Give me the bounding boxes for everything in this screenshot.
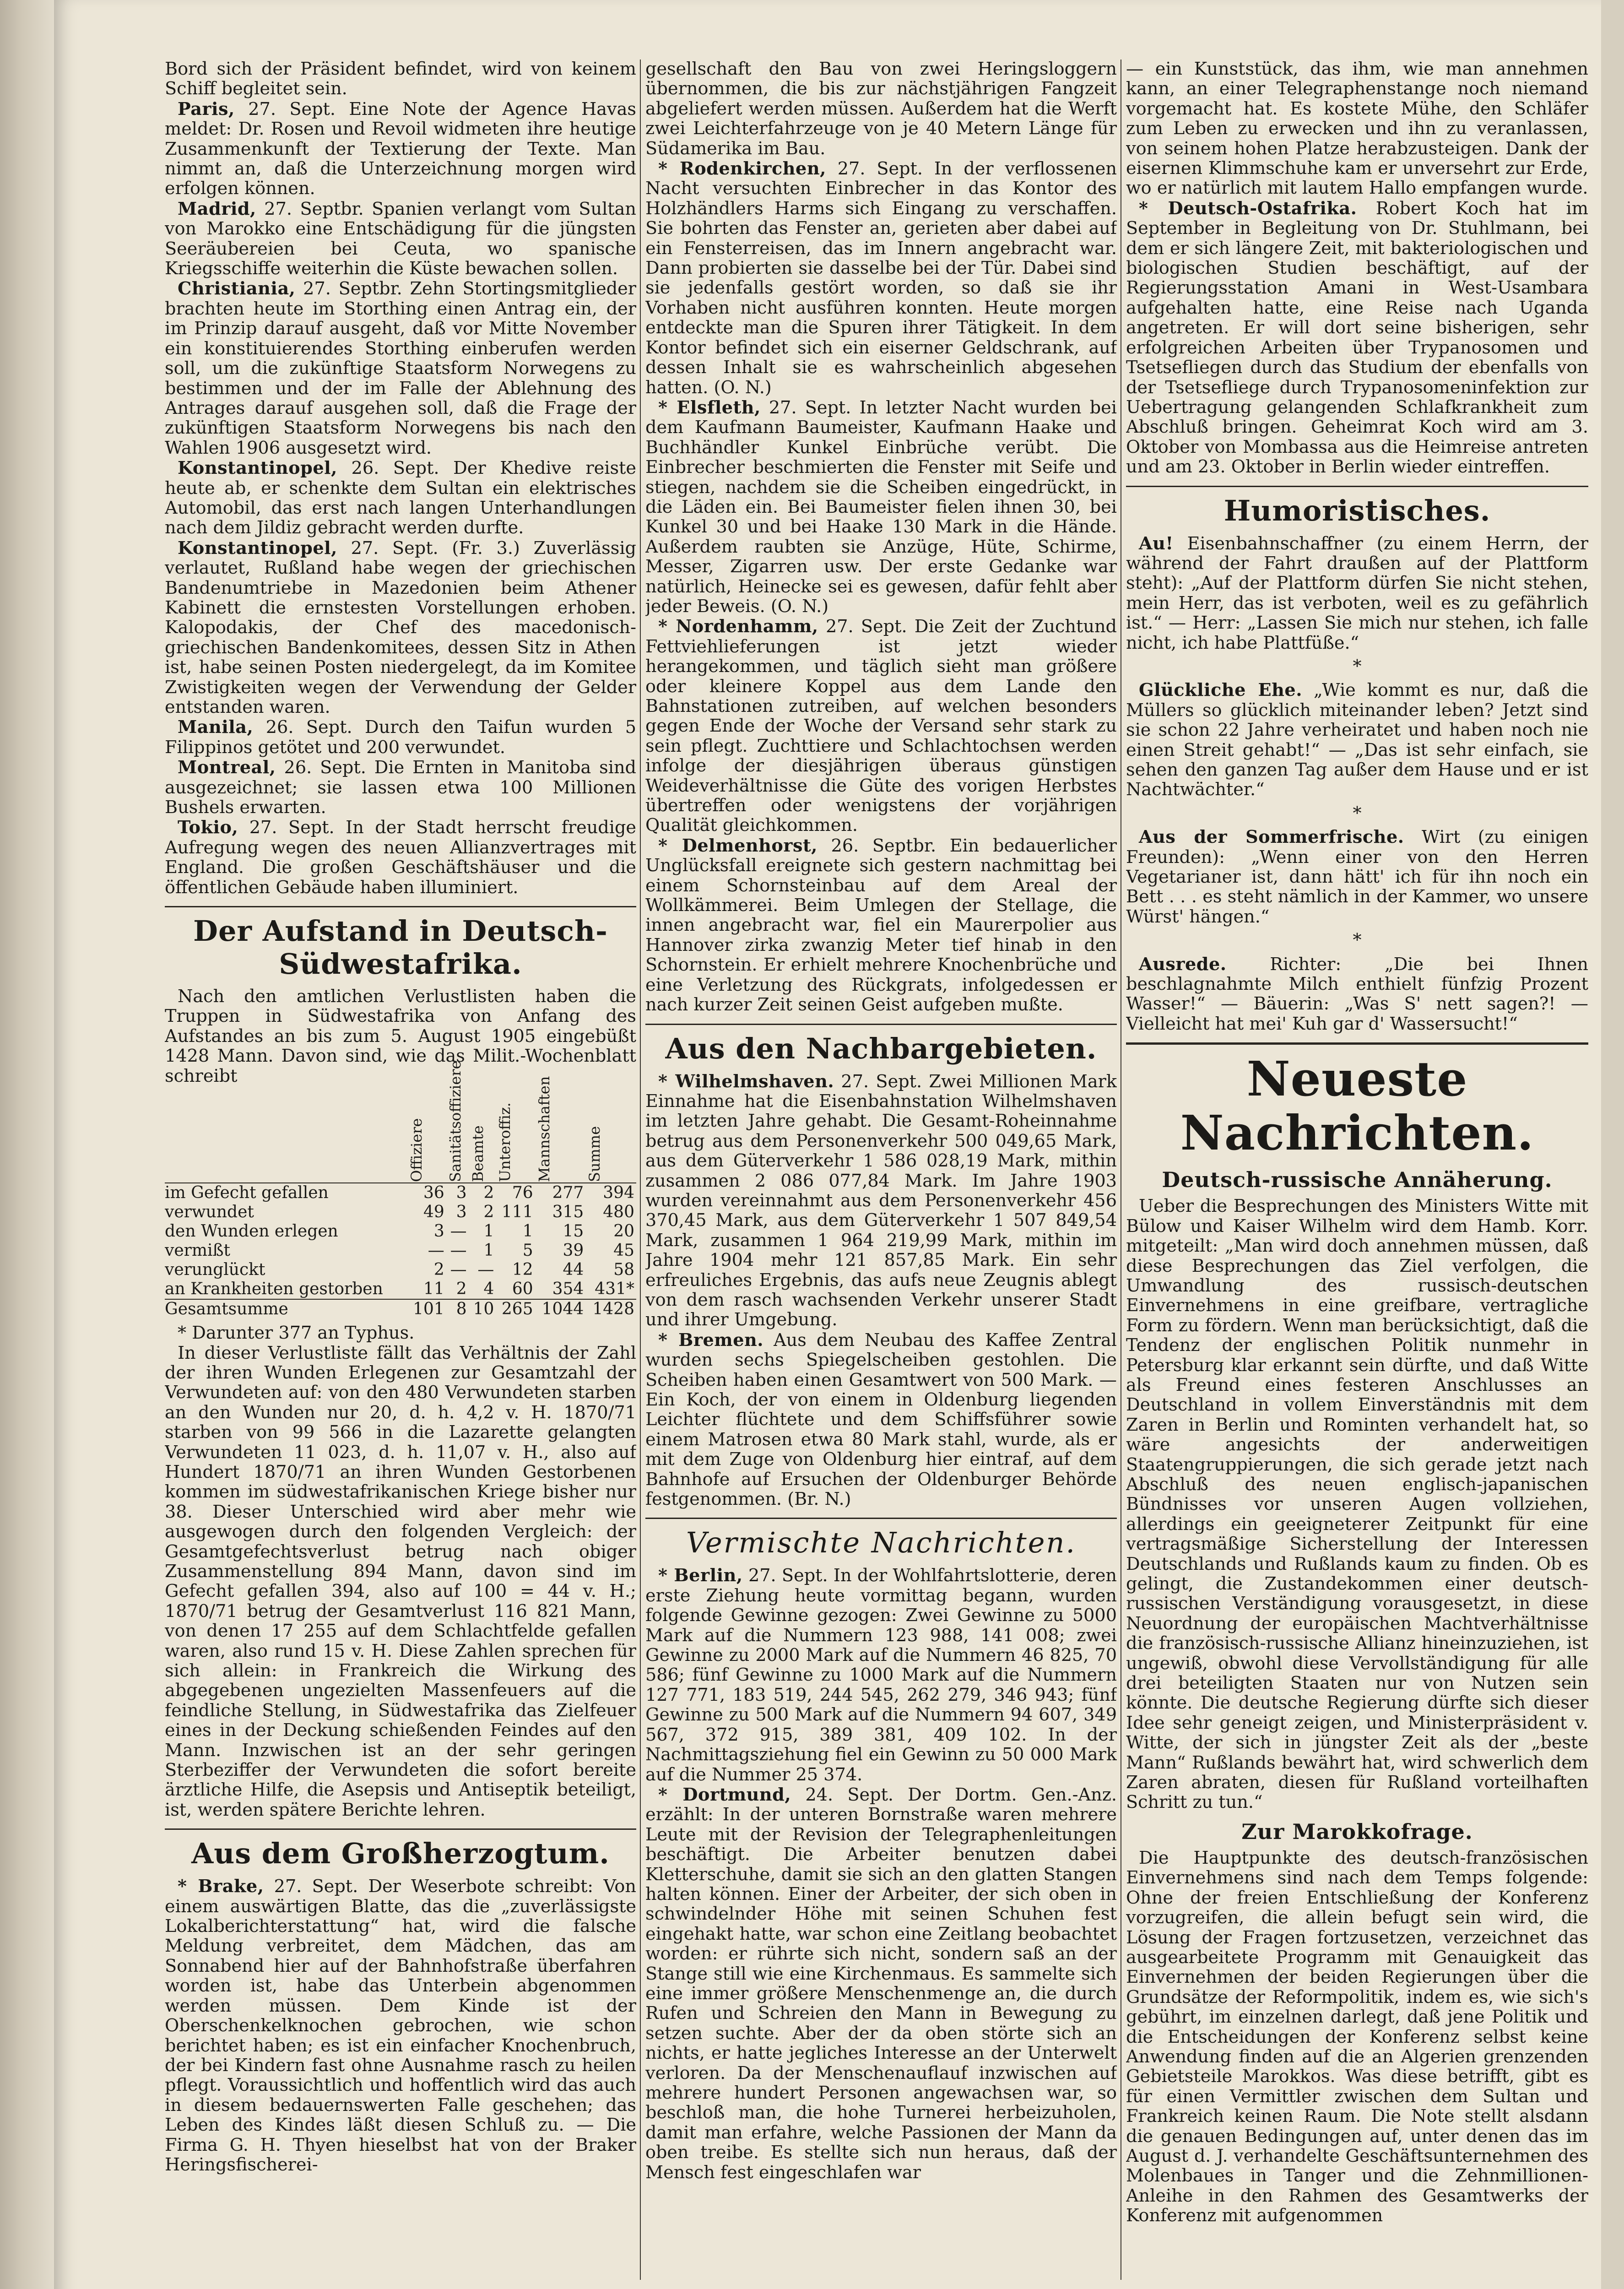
table-cell: 4 <box>483 1280 494 1299</box>
table-cell: 315 <box>552 1203 584 1222</box>
table-header-row <box>165 1091 636 1183</box>
table-row <box>165 1280 636 1299</box>
news-item <box>645 617 1117 835</box>
news-text: 27. Sept. Der Weserbote schreibt: Von einem auswärtigen Blatte, das die „zuverlässigste Lokalberichterstattung“ hat, wird die falsche Meldung verbreitet, dem Mädchen, das am Sonnabend hier auf der Bahnhofstraße überfahren worden ist, habe das Unterbein abgenommen werden müssen. Dem Kinde ist der Oberschenkelknochen gebrochen, wie schon berichtet haben; es ist ein einfacher Knochenbruch, der bei Kindern fast ohne Ausnahme rasch zu heilen pflegt. Voraussichtlich und hoffentlich wird das auch in diesem bedauernswerten Falle geschehen; das Leben des Kindes läßt diesen Schluß zu. — Die Firma G. H. Thyen hieselbst hat von der Braker Heringsfischerei- <box>165 1877 636 2175</box>
news-text: Aus dem Neubau des Kaffee Zentral wurden sechs Spiegelscheiben gestohlen. Die Scheiben haben einen Gesamtwert von 500 Mark. — Ein Koch, der von einem in Oldenburg liegenden Leichter flüchtete und dem Schiffsführer sowie einem Matrosen etwa 80 Mark stahl, wurde, als er mit dem Zuge von Oldenburg hier eintraf, auf dem Bahnhofe auf Ersuchen der Oldenburger Behörde festgenommen. (Br. N.) <box>645 1330 1117 1510</box>
table-cell: 1 <box>522 1222 533 1241</box>
table-cell: — <box>450 1222 467 1241</box>
table-cell: 3 <box>433 1222 444 1241</box>
row-label: verunglückt <box>165 1260 265 1280</box>
news-text: 27. Sept. Zwei Millionen Mark Einnahme hat die Eisenbahnstation Wilhelmshaven im letzten Jahre gehabt. Die Gesamt-Roheinnahme betrug aus dem Personenverkehr 500 049,65 Mark, aus dem Güterverkehr 1 586 028,19 Mark, mithin zusammen 2 086 077,84 Mark. Im Jahre 1903 wurden vereinnahmt aus dem Personenverkehr 456 370,45 Mark, aus dem Güterverkehr 1 507 849,54 Mark, zusammen 1 964 219,99 Mark, mithin im Jahre 1904 mehr 121 857,85 Mark. Ein sehr erfreuliches Ergebnis, das aufs neue Zeugnis ablegt von dem rasch wachsenden Verkehr unserer Stadt und ihrer Umgebung. <box>645 1071 1117 1330</box>
table-cell: 1428 <box>585 1299 636 1319</box>
dateline: * Elsfleth, <box>658 397 761 418</box>
table-cell: 45 <box>613 1241 634 1260</box>
table-cell: 58 <box>613 1260 634 1280</box>
dateline: Konstantinopel, <box>178 537 337 559</box>
news-text: 27. Sept. Eine Note der Agence Havas meldet: Dr. Rosen und Revoil widmeten ihre heutige Zusammenkunft der Textierung der Texte. Man nimmt an, daß die Unterzeichnung morgen wird erfolgen können. <box>165 99 636 199</box>
table-cell: 15 <box>563 1222 584 1241</box>
news-item <box>1126 199 1588 477</box>
page-edge <box>1601 0 1624 2289</box>
table-cell: 76 <box>512 1183 533 1203</box>
column-2 <box>645 60 1117 2280</box>
section-heading: Vermischte Nachrichten. <box>645 1518 1117 1559</box>
column-header: Offiziere <box>407 1118 425 1182</box>
table-cell: 354 <box>552 1280 584 1299</box>
news-text: 24. Sept. Der Dortm. Gen.-Anz. erzählt: In der unteren Bornstraße waren mehrere Leute mit der Revision der Telegraphenleitungen beschäftigt. Die Arbeiter benutzen dabei Kletterschuhe, damit sie sich an den glatten Stangen halten können. Einer der Arbeiter, der sich oben in schwindelnder Höhe mit seinen Schuhen fest eingehakt hatte, war schon eine Zeitlang beobachtet worden: er rührte sich nicht, sondern saß an der Stange still wie eine Kirchenmaus. Es sammelte sich eine immer größere Menschenmenge an, die durch Rufen und Schreien den Mann in Bewegung zu setzen suchte. Aber der da oben störte sich an nichts, er hatte jegliches Interesse an der Unterwelt verloren. Da der Menschenauflauf inzwischen auf mehrere hundert Personen angewachsen war, so beschloß man, die hohe Turnerei herbeizuholen, damit man erfahre, welche Passionen der Mann da oben treibe. Es stellte sich nun heraus, daß der Mensch fest eingeschlafen war <box>645 1785 1117 2183</box>
news-text: 27. Sept. In der verflossenen Nacht versuchten Einbrecher in das Kontor des Holzhändlers Harms sich Eingang zu verschaffen. Sie bohrten das Fenster an, gerieten aber dabei auf ein Fensterreisen, das im Innern angebracht war. Dann probierten sie dasselbe bei der Tür. Dabei sind sie jedenfalls gestört worden, so daß sie ihr Vorhaben nicht ausführen konnten. Heute morgen entdeckte man die Spuren ihrer Tätigkeit. In dem Kontor befindet sich ein eiserner Geldschrank, auf dessen Inhalt sie es wahrscheinlich abgesehen hatten. (O. N.) <box>645 159 1117 398</box>
table-cell: 8 <box>446 1299 469 1319</box>
casualty-table <box>165 1060 636 1319</box>
row-label: im Gefecht gefallen <box>165 1183 329 1203</box>
table-cell: 1 <box>483 1241 494 1260</box>
dateline: Konstantinopel, <box>178 458 337 479</box>
book-spine <box>0 0 54 2289</box>
table-cell: 11 <box>423 1280 444 1299</box>
news-item <box>645 1072 1117 1330</box>
dateline: * Nordenhamm, <box>658 616 818 637</box>
dateline: * Brake, <box>178 1876 264 1897</box>
news-item <box>645 1330 1117 1510</box>
section-heading-latest-news: Neueste Nachrichten. <box>1126 1042 1588 1160</box>
news-text: 27. Sept. In der Wohlfahrtslotterie, deren erste Ziehung heute vormittag begann, wurden folgende Gewinne gezogen: Zwei Gewinne zu 5000 Mark auf die Nummern 123 988, 141 008; zwei Gewinne zu 2000 Mark auf die Nummern 46 825, 70 586; fünf Gewinne zu 1000 Mark auf die Nummern 127 771, 183 519, 244 545, 262 279, 346 943; fünf Gewinne zu 500 Mark auf die Nummern 94 607, 349 567, 372 915, 389 381, 409 102. In der Nachmittagsziehung fiel ein Gewinn zu 50 000 Mark auf die Nummer 25 374. <box>645 1566 1117 1785</box>
row-label: vermißt <box>165 1241 231 1260</box>
joke <box>1126 680 1588 800</box>
news-text: 26. Sept. Der Khedive reiste heute ab, er schenkte dem Sultan ein elektrisches Automobil, das erst nach langen Unterhandlungen nach dem Jildiz gebracht werden durfte. <box>165 458 636 538</box>
row-label: verwundet <box>165 1203 254 1222</box>
table-cell: 394 <box>603 1183 634 1203</box>
column-header: Unteroffiz. <box>496 1102 514 1182</box>
news-item <box>165 99 636 199</box>
joke-title: Au! <box>1139 533 1174 554</box>
news-text: Robert Koch hat im September in Begleitung von Dr. Stuhlmann, bei dem er sich längere Zeit, mit bakteriologischen und biologischen Studien beschäftigt, auf der Regierungsstation Amani in West-Usambara aufgehalten hatte, eine Reise nach Uganda angetreten. Er will dort seine bisherigen, sehr erfolgreichen Arbeiten über Trypanosomen und Tsetsefliegen durch das Studium der ebenfalls von der Tsetsefliege durch Trypanosomeninfektion zur Uebertragung gelangenden Schlafkrankheit zum Abschluß bringen. Geheimrat Koch wird am 3. Oktober von Mombassa aus die Heimreise antreten und am 23. Oktober in Berlin wieder eintreffen. <box>1126 198 1588 477</box>
dateline: * Dortmund, <box>658 1784 791 1805</box>
news-text: 26. Septbr. Ein bedauerlicher Unglücksfall ereignete sich gestern nachmittag bei einem Schornsteinbau auf dem Areal der Wollkämmerei. Beim Umlegen der Stellage, die innen angebracht war, fiel ein Maurerpolier aus Hannover zirka zwanzig Meter tief hinab in den Schornstein. Er erhielt mehrere Knochenbrüche und eine Verletzung des Rückgrats, infolgedessen er nach kurzer Zeit seinen Geist aufgeben mußte. <box>645 835 1117 1015</box>
row-label: Gesamtsumme <box>165 1299 407 1319</box>
news-item <box>165 818 636 898</box>
table-cell: 60 <box>512 1280 533 1299</box>
dateline: Tokio, <box>178 817 238 838</box>
dateline: * Rodenkirchen, <box>658 158 826 179</box>
section-heading: Aus dem Großherzogtum. <box>165 1828 636 1870</box>
table-cell: — <box>428 1241 444 1260</box>
section-heading: Humoristisches. <box>1126 486 1588 527</box>
joke <box>1126 955 1588 1035</box>
news-item <box>645 1785 1117 2183</box>
table-cell: 10 <box>469 1299 496 1319</box>
news-text: 27. Sept. (Fr. 3.) Zuverlässig verlautet, Rußland habe wegen der griechischen Bandenumtriebe in Mazedonien beim Athener Kabinett die ernstesten Vorstellungen erhoben. Kalopodakis, der Chef des macedonisch-griechischen Bandenkomitees, dessen Sitz in Athen ist, habe seinen Posten niedergelegt, da im Komitee Zwistigkeiten wegen der Verwendung der Gelder entstanden waren. <box>165 538 636 717</box>
news-text: 26. Sept. Durch den Taifun wurden 5 Filippinos getötet und 200 verwundet. <box>165 717 636 758</box>
joke <box>1126 827 1588 927</box>
table-cell: 12 <box>512 1260 533 1280</box>
table-cell: 44 <box>563 1260 584 1280</box>
column-rule <box>640 60 641 2280</box>
news-text: 27. Septbr. Zehn Stortingsmitglieder brachten heute im Storthing einen Antrag ein, der im Prinzip darauf ausgeht, daß vor Mitte November ein konstituierendes Storthing einberufen werden soll, um die zukünftige Staatsform Norwegens zu bestimmen und der im Falle der Ablehnung des Antrages darauf ausgehen soll, daß die Frage der zukünftigen Staatsform Norwegens bis nach den Wahlen 1906 ausgesetzt wird. <box>165 279 636 458</box>
section-heading: Der Aufstand in Deutsch-Südwestafrika. <box>165 906 636 981</box>
paragraph: — ein Kunststück, das ihm, wie man annehmen kann, an einer Telegraphenstange noch niemand vorgemacht hat. Es kostete Mühe, den Schläfer zum Leben zu erwecken und ihn zu veranlassen, von seinem hohen Platze herabzusteigen. Dank der eisernen Klimmschuhe kam er unversehrt zur Erde, wo er natürlich mit lautem Hallo empfangen wurde. <box>1126 60 1588 199</box>
table-cell: — <box>450 1241 467 1260</box>
dateline: * Delmenhorst, <box>658 835 817 856</box>
dateline: Madrid, <box>178 198 256 219</box>
table-row <box>165 1241 636 1260</box>
news-text: 26. Sept. Die Ernten in Manitoba sind ausgezeichnet; sie lassen etwa 100 Millionen Bushels erwarten. <box>165 758 636 818</box>
table-cell: 2 <box>483 1203 494 1222</box>
news-item <box>165 279 636 458</box>
news-text: 27. Septbr. Spanien verlangt vom Sultan von Marokko eine Entschädigung für die jüngsten Seeräubereien bei Ceuta, wo spanische Kriegsschiffe weiterhin die Küste bewachen sollen. <box>165 199 636 279</box>
news-item <box>165 1877 636 2175</box>
paragraph: Bord sich der Präsident befindet, wird von keinem Schiff begleitet sein. <box>165 60 636 99</box>
joke-text: „Wie kommt es nur, daß die Müllers so glücklich miteinander leben? Jetzt sind sie schon 22 Jahre verheiratet und haben noch nie einen Streit gehabt!“ — „Das ist sehr einfach, sie sehen den ganzen Tag außer dem Hause und er ist Nachtwächter.“ <box>1126 680 1588 800</box>
joke-text: Richter: „Die bei Ihnen beschlagnahmte Milch enthielt fünfzig Prozent Wasser!“ — Bäuerin: „Was S' nett sagen?! — Vielleicht hat mei' Kuh gar d' Wassersucht!“ <box>1126 954 1588 1034</box>
news-item <box>165 758 636 818</box>
joke-text: Eisenbahnschaffner (zu einem Herrn, der während der Fahrt draußen auf der Plattform steht): „Auf der Plattform dürfen Sie nicht stehen, mein Herr, das ist verboten, weil es zu gefährlich ist.“ — Herr: „Lassen Sie mich nur stehen, ich falle nicht, ich habe Plattfüße.“ <box>1126 533 1588 653</box>
paragraph: Die Hauptpunkte des deutsch-französischen Einvernehmens sind nach dem Temps folgende: Ohne der freien Entschließung der Konferenz vorzugreifen, die allein befugt sein wird, die Lösung der Fragen fortzusetzen, verzeichnet das ausgearbeitete Programm mit Genauigkeit das Einvernehmen der beiden Regierungen über die Grundsätze der Reformpolitik, indem es, wie sich's gebührt, im einzelnen darlegt, daß jene Politik und die Entscheidungen der Konferenz selbst keine Anwendung finden auf die an Algerien grenzenden Gebietsteile Marokkos. Was diese betrifft, gibt es für einen Vermittler zwischen dem Sultan und Frankreich keinen Raum. Die Note stellt alsdann die genauen Bedingungen auf, unter denen das im August d. J. verhandelte Geschäftsunternehmen des Molenbaues in Tanger und die Zehnmillionen-Anleihe in den Rahmen des Gesamtwerks der Konferenz mit aufgenommen <box>1126 1848 1588 2226</box>
news-item <box>165 717 636 758</box>
table-row <box>165 1183 636 1203</box>
table-cell: 3 <box>456 1203 467 1222</box>
separator-asterisk: * <box>1353 803 1362 824</box>
table-cell: 480 <box>603 1203 634 1222</box>
table-cell: 431* <box>595 1280 634 1299</box>
dateline: * Wilhelmshaven. <box>658 1071 834 1092</box>
table-footnote: * Darunter 377 an Typhus. <box>178 1323 415 1344</box>
dateline: Paris, <box>178 98 235 119</box>
table-cell: 101 <box>407 1299 446 1319</box>
table-cell: 2 <box>433 1260 444 1280</box>
table-row <box>165 1222 636 1241</box>
table-cell: 49 <box>423 1203 444 1222</box>
table-cell: 265 <box>496 1299 535 1319</box>
joke-text: Wirt (zu einigen Freunden): „Wenn einer von den Herren Vegetarianer ist, dann hätt' ich für ihn noch ein Bett . . . es steht nämlich in der Kammer, wo unsere Würst' hängen.“ <box>1126 827 1588 927</box>
column-header: Sanitätsoffiziere <box>446 1060 464 1182</box>
column-header: Beamte <box>469 1125 487 1182</box>
paragraph: In dieser Verlustliste fällt das Verhältnis der Zahl der ihren Wunden Erlegenen zur Gesamtzahl der Verwundeten auf: von den 480 Verwundeten starben an den Wunden nur 20, d. h. 4,2 v. H. 1870/71 starben von 99 566 in die Lazarette gelangten Verwundeten 11 023, d. h. 11,07 v. H., also auf Hundert 1870/71 an ihren Wunden Gestorbenen kommen im südwestafrikanischen Kriege bisher nur 38. Dieser Unterschied wird aber mehr wie ausgewogen durch den folgenden Vergleich: der Gesamtgefechtsverlust betrug nach obiger Zusammenstellung 894 Mann, davon sind im Gefecht gefallen 394, also auf 100 = 44 v. H.; 1870/71 betrug der Gesamtverlust 116 821 Mann, von denen 17 255 auf dem Schlachtfelde gefallen waren, also rund 15 v. H. Diese Zahlen sprechen für sich allein: in Frankreich die Wirkung des abgegebenen ungezielten Massenfeuers auf die feindliche Stellung, in Südwestafrika das Zielfeuer eines in der Deckung schießenden Feindes auf den Mann. Inzwischen ist an der sehr geringen Sterbeziffer der Verwundeten die sofort bereite ärztliche Hilfe, die Asepsis und Antiseptik beteiligt, ist, werden spätere Berichte lehren. <box>165 1343 636 1820</box>
separator-asterisk: * <box>1353 656 1362 677</box>
table-cell: 3 <box>456 1183 467 1203</box>
column-header: Summe <box>586 1126 604 1182</box>
column-1 <box>165 60 636 2280</box>
column-header: Mannschaften <box>535 1076 553 1182</box>
table-cell: 36 <box>423 1183 444 1203</box>
news-item <box>645 836 1117 1015</box>
news-item <box>165 199 636 279</box>
table-cell: 39 <box>563 1241 584 1260</box>
news-text: 27. Sept. In letzter Nacht wurden bei dem Kaufmann Baumeister, Kaufmann Haake und Buchhändler Kunkel Einbrüche verübt. Die Einbrecher beschmierten die Fenster mit Seife und stiegen, nachdem sie die Scheiben eingedrückt, in die Läden ein. Bei Baumeister fielen ihnen 30, bei Kunkel 30 und bei Haake 130 Mark in die Hände. Außerdem raubten sie Anzüge, Hüte, Schirme, Messer, Zigarren usw. Der erste Gedanke war natürlich, Heinecke sei es gewesen, dafür fehlt aber jeder Beweis. (O. N.) <box>645 397 1117 617</box>
joke-title: Glückliche Ehe. <box>1139 680 1302 701</box>
paragraph: Nach den amtlichen Verlustlisten haben die Truppen in Südwestafrika von Anfang des Aufstandes an bis zum 5. August 1905 eingebüßt 1428 Mann. Davon sind, wie das Milit.-Wochenblatt schreibt <box>165 987 636 1086</box>
table-row <box>165 1260 636 1280</box>
news-item <box>645 398 1117 617</box>
dateline: Manila, <box>178 717 254 738</box>
news-item <box>645 1566 1117 1785</box>
paragraph: gesellschaft den Bau von zwei Heringsloggern übernommen, die bis zur nächstjährigen Fangzeit abgeliefert werden müssen. Außerdem hat die Werft zwei Leichterfahrzeuge von je 40 Metern Länge für Südamerika im Bau. <box>645 60 1117 159</box>
table-cell: — <box>477 1260 494 1280</box>
news-item <box>165 458 636 538</box>
table-cell: 5 <box>522 1241 533 1260</box>
joke <box>1126 534 1588 653</box>
table-cell: 1044 <box>535 1299 586 1319</box>
table-cell: 20 <box>613 1222 634 1241</box>
row-label: den Wunden erlegen <box>165 1222 338 1241</box>
row-label: an Krankheiten gestorben <box>165 1280 383 1299</box>
table-cell: — <box>450 1260 467 1280</box>
subheading: Deutsch-russische Annäherung. <box>1162 1167 1553 1193</box>
table-total-row <box>165 1299 636 1319</box>
news-item <box>165 538 636 718</box>
table-cell: 277 <box>552 1183 584 1203</box>
news-text: 27. Sept. In der Stadt herrscht freudige Aufregung wegen des neuen Allianzvertrages mit England. Die großen Geschäftshäuser und die öffentlichen Gebäude haben illuminiert. <box>165 818 636 898</box>
table-cell: 2 <box>456 1280 467 1299</box>
column-3 <box>1126 60 1588 2280</box>
joke-title: Ausrede. <box>1139 954 1227 975</box>
dateline: * Bremen. <box>658 1329 764 1351</box>
table-cell: 2 <box>483 1183 494 1203</box>
table-cell: 111 <box>501 1203 533 1222</box>
news-text: 27. Sept. Die Zeit der Zuchtund Fettviehlieferungen ist jetzt wieder herangekommen, und täglich sieht man größere oder kleinere Koppel aus dem Lande den Bahnstationen zutreiben, auf welchen besonders gegen Ende der Woche der Versand sehr stark zu sein pflegt. Zuchttiere und Schlachtochsen werden infolge der diesjährigen überaus günstigen Weideverhältnisse die Güte des vorigen Herbstes übertreffen oder wenigstens der vorjährigen Qualität gleichkommen. <box>645 617 1117 836</box>
separator-asterisk: * <box>1353 930 1362 951</box>
table-cell: 1 <box>483 1222 494 1241</box>
table-row <box>165 1203 636 1222</box>
subheading: Zur Marokkofrage. <box>1241 1819 1473 1844</box>
paragraph: Ueber die Besprechungen des Ministers Witte mit Bülow und Kaiser Wilhelm wird dem Hamb. Korr. mitgeteilt: „Man wird doch annehmen müssen, daß diese Besprechungen das Ziel verfolgen, die Umwandlung des russisch-deutschen Einvernehmens in eine greifbare, vertragliche Form zu fördern. Wenn man berücksichtigt, daß die Tendenz der englischen Politik nunmehr in Petersburg klar erkannt sein dürfte, und daß Witte als Freund eines festeren Anschlusses an Deutschland in vollem Einverständnis mit dem Zaren in Berlin und Rominten verhandelt hat, so wäre angesichts der anderweitigen Staatengruppierungen, die sich gerade jetzt nach Abschluß des neuen englisch-japanischen Bündnisses vor unseren Augen vollziehen, allerdings ein geeigneterer Zeitpunkt für eine vertragsmäßige Sicherstellung der Interessen Deutschlands und Rußlands kaum zu finden. Ob es gelingt, die Zustandekommen einer deutsch-russischen Verständigung vorausgesetzt, in diese Neuordnung der europäischen Machtverhältnisse die französisch-russische Allianz hineinzuziehen, ist ungewiß, obwohl diese Vervollständigung für alle drei beteiligten Staaten nur von Nutzen sein könnte. Die deutsche Regierung dürfte sich dieser Idee sehr geneigt zeigen, und Ministerpräsident v. Witte, der sich in jüngster Zeit als der „beste Mann“ Rußlands bewährt hat, wird schwerlich dem Zaren abraten, diesen für Rußland vorteilhaften Schritt zu tun.“ <box>1126 1196 1588 1813</box>
dateline: * Berlin, <box>658 1565 743 1586</box>
dateline: Montreal, <box>178 757 276 778</box>
section-heading: Aus den Nachbargebieten. <box>645 1024 1117 1065</box>
dateline: Christiania, <box>178 278 296 299</box>
dateline: * Deutsch-Ostafrika. <box>1139 198 1357 219</box>
news-item <box>645 159 1117 398</box>
joke-title: Aus der Sommerfrische. <box>1139 827 1404 848</box>
